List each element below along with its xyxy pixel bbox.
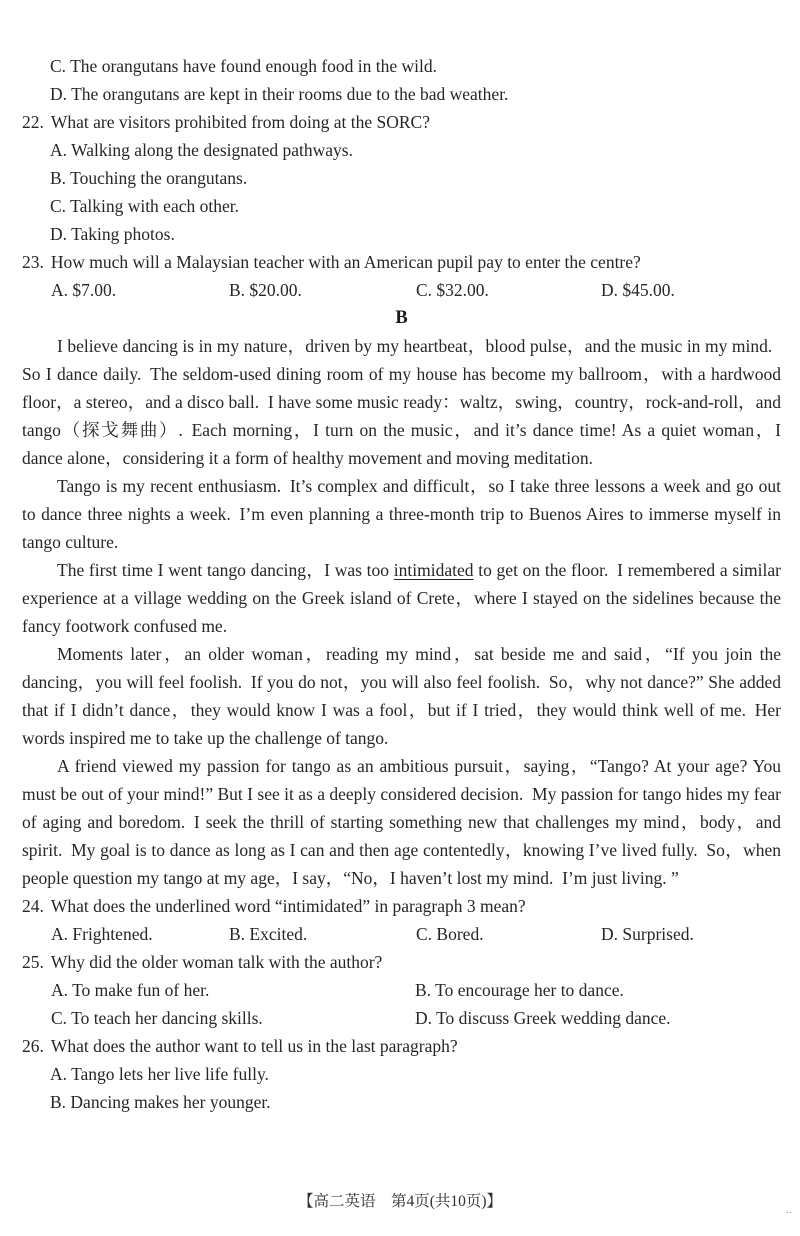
q21-option-d: D. The orangutans are kept in their rooms due to the bad weather. <box>50 84 509 104</box>
question-22-number: 22. <box>22 112 44 132</box>
q22-option-c: C. Talking with each other. <box>50 196 239 216</box>
passage-paragraph-3 <box>22 556 781 640</box>
question-23-text: How much will a Malaysian teacher with an American pupil pay to enter the centre? <box>50 252 641 272</box>
question-23 <box>22 248 781 276</box>
passage-paragraph-4: Moments later，an older woman，reading my mind，sat beside me and said，“If you join the dancing，you will feel foolish. If you do not，you will also feel foolish. So，why not dance?” She added that if I didn’t dance，they would know I was a fool，but if I tried，they would think well of me. Her words inspired me to take up the challenge of tango. <box>22 644 781 748</box>
q26-option-a: A. Tango lets her live life fully. <box>50 1064 269 1084</box>
q22-option-d: D. Taking photos. <box>50 224 175 244</box>
underlined-word-intimidated: intimidated <box>393 560 474 580</box>
q24-option-d: D. Surprised. <box>601 924 694 944</box>
q21-option-c: C. The orangutans have found enough food in the wild. <box>50 56 438 76</box>
q22-option-b: B. Touching the orangutans. <box>50 168 248 188</box>
question-25 <box>22 948 781 976</box>
question-25-text: Why did the older woman talk with the author? <box>50 952 383 972</box>
question-22-text: What are visitors prohibited from doing at the SORC? <box>50 112 430 132</box>
q24-option-c: C. Bored. <box>416 924 484 944</box>
section-b-heading: B <box>395 308 408 328</box>
question-26-text: What does the author want to tell us in the last paragraph? <box>50 1036 458 1056</box>
q25-option-a: A. To make fun of her. <box>51 980 210 1000</box>
passage-paragraph-1: I believe dancing is in my nature，driven by my heartbeat，blood pulse，and the music in my mind. So I dance daily. The seldom-used dining room of my house has become my ballroom，with a hardwood floor，a stereo，and a disco ball. I have some music ready：waltz，swing，country，rock-and-roll，and tango（探戈舞曲）. Each morning，I turn on the music，and it’s dance time! As a quiet woman，I dance alone，considering it a form of healthy movement and moving meditation. <box>22 336 781 468</box>
q23-option-b: B. $20.00. <box>229 280 302 300</box>
question-25-number: 25. <box>22 952 44 972</box>
q25-option-d: D. To discuss Greek wedding dance. <box>415 1008 671 1028</box>
q24-option-a: A. Frightened. <box>51 924 153 944</box>
paragraph-3-before: The first time I went tango dancing，I was too <box>57 560 394 580</box>
question-22 <box>22 108 781 136</box>
q23-option-d: D. $45.00. <box>601 280 675 300</box>
q24-option-b: B. Excited. <box>229 924 308 944</box>
scan-artifact: .. <box>786 1205 793 1216</box>
question-26-number: 26. <box>22 1036 44 1056</box>
question-24-number: 24. <box>22 896 44 916</box>
q24-options-row <box>22 920 781 948</box>
passage-paragraph-5: A friend viewed my passion for tango as an ambitious pursuit，saying，“Tango? At your age? You must be out of your mind!” But I see it as a deeply considered decision. My passion for tango hides my fear of aging and boredom. I seek the thrill of starting something new that challenges my mind，body，and spirit. My goal is to dance as long as I can and then age contentedly，knowing I’ve lived fully. So，when people question my tango at my age，I say，“No，I haven’t lost my mind. I’m just living. ” <box>22 756 781 888</box>
page-content <box>22 52 781 1116</box>
question-23-number: 23. <box>22 252 44 272</box>
q25-options-row-1 <box>22 976 781 1004</box>
page-footer: 【高二英语 第4页(共10页)】 <box>297 1193 503 1210</box>
q26-option-b: B. Dancing makes her younger. <box>50 1092 271 1112</box>
q22-option-a: A. Walking along the designated pathways. <box>50 140 353 160</box>
q25-option-b: B. To encourage her to dance. <box>415 980 624 1000</box>
question-24 <box>22 892 781 920</box>
paragraph-3-after: to get on the floor. I remembered a similar experience at a village wedding on the Greek island of Crete，where I stayed on the sidelines because the fancy footwork confused me. <box>22 560 781 636</box>
passage-paragraph-2: Tango is my recent enthusiasm. It’s complex and difficult，so I take three lessons a week and go out to dance three nights a week. I’m even planning a three-month trip to Buenos Aires to immerse myself in tango culture. <box>22 476 781 552</box>
q25-option-c: C. To teach her dancing skills. <box>51 1008 263 1028</box>
q23-options-row <box>22 276 781 304</box>
question-24-text: What does the underlined word “intimidated” in paragraph 3 mean? <box>50 896 526 916</box>
q23-option-c: C. $32.00. <box>416 280 489 300</box>
q25-options-row-2 <box>22 1004 781 1032</box>
q23-option-a: A. $7.00. <box>51 280 117 300</box>
question-26 <box>22 1032 781 1060</box>
